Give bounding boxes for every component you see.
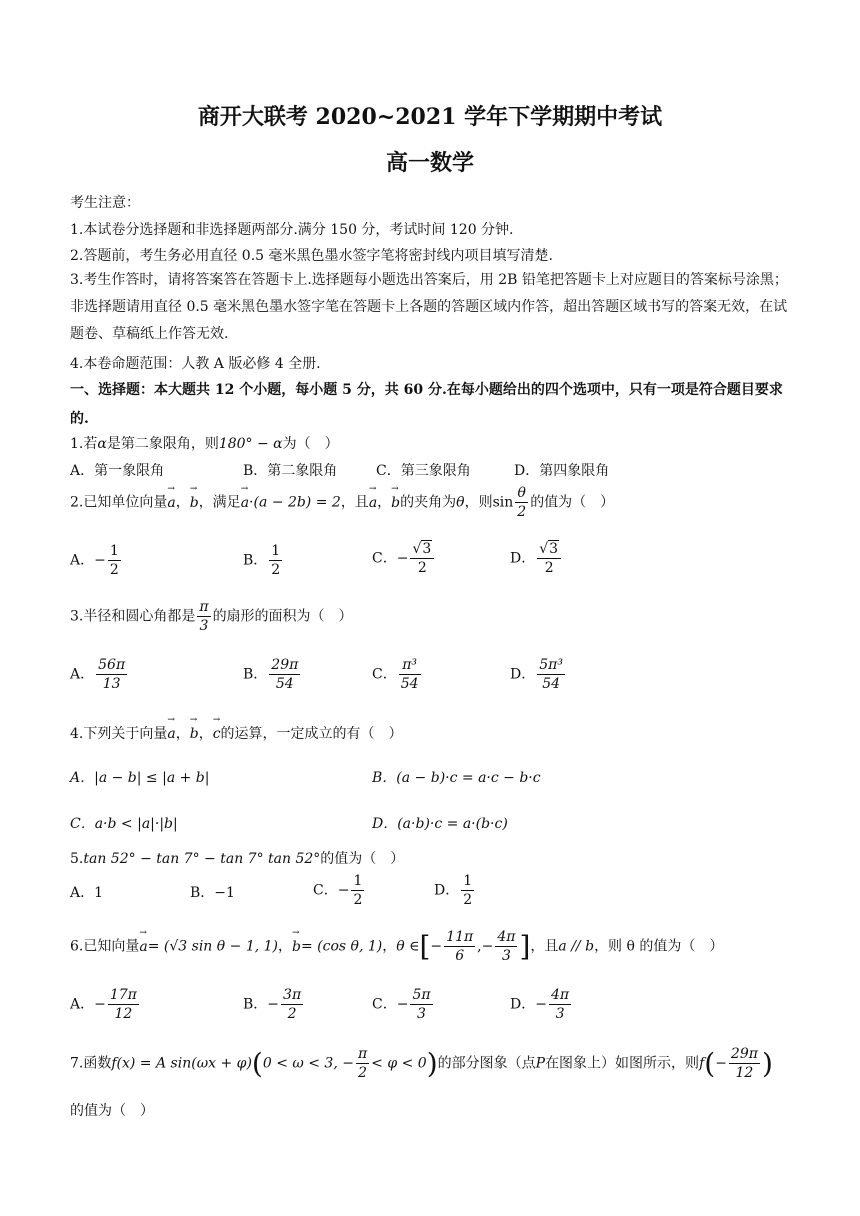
notice-heading: 考生注意： [70,195,140,211]
q2-vec-b: → b [190,495,199,511]
q3-option-b: B． $\frac{29\pi}{54}$ [243,657,299,692]
q6-option-d: D．− $\frac{4\pi}{3}$ [510,987,570,1022]
q6-option-c: C．− $\frac{5\pi}{3}$ [372,987,431,1022]
q2-angle: 的夹角为 [400,494,457,511]
q2-eq: (a − 2b) = 2 [253,494,341,511]
q2-vec-a3: → a [369,495,377,511]
q1-expr: 180° − α [218,436,283,452]
q2-fraction: $\frac{\theta}{2}$ [517,485,527,520]
q2-text-a: 2.已知单位向量 [70,494,168,511]
notice-item-4: 4.本卷命题范围：人教 A 版必修 4 全册. [70,356,321,372]
q2-and: ，且 [340,494,369,511]
question-7-end: 的值为（ ） [70,1103,154,1119]
q6-option-b: B．− $\frac{3\pi}{2}$ [243,987,302,1022]
exam-subtitle: 高一数学 [385,150,474,176]
q4-option-d: D．(a·b)·c = a·(b·c) [372,816,508,832]
q2-option-a: A．− $\frac{1}{2}$ [70,543,119,578]
notice-item-2: 2.答题前，考生务必用直径 0.5 毫米黑色墨水签字笔将密封线内项目填写清楚. [70,248,553,264]
q6-option-a: A．− $\frac{17\pi}{12}$ [70,987,137,1022]
q2-end: 的值为（ ） [530,494,615,511]
q3-option-a: A． $\frac{56\pi}{13}$ [70,657,126,692]
q1-option-c: C．第三象限角 [376,463,471,479]
q1-text-c: 为（ ） [282,436,339,452]
q3-option-c: C． $\frac{\text{π³}}{54}$ [372,657,419,692]
question-2-stem: 2.已知单位向量→ a，→ b，满足→ a·(a − 2b) = 2，且→ a，→ b的夹角为θ，则sin $\frac{\theta}{2}$ 的值为（ ） [70,484,614,521]
exam-title: 商开大联考 2020~2021 学年下学期期中考试 [197,104,663,130]
q3-option-d: D． $\frac{\text{5π³}}{54}$ [510,657,563,692]
notice-item-1: 1.本试卷分选择题和非选择题两部分.满分 150 分，考试时间 120 分钟. [70,222,514,238]
q2-vec-a2: → a [241,495,249,511]
notice-item-3: 3.考生作答时，请将答案答在答题卡上.选择题每小题选出答案后，用 2B 铅笔把答题卡上对应题目的答案标号涂黑；非选择题请用直径 0.5 毫米黑色墨水签字笔在答题卡上各题的答题区域内作答，超出答题区域书写的答案无效，在试题卷、草稿纸上作答无效. [70,272,788,342]
question-4-stem: 4.下列关于向量→ a，→ b，→ c的运算，一定成立的有（ ） [70,723,403,743]
question-5-stem: 5.tan 52° − tan 7° − tan 7° tan 52°的值为（ ） [70,851,405,867]
q2-option-c: C．− $\frac{√3}{2}$ [372,540,436,577]
question-3-stem: 3.半径和圆心角都是 $\frac{\pi}{3}$ 的扇形的面积为（ ） [70,599,353,634]
section-heading: 一、选择题：本大题共 12 个小题，每小题 5 分，共 60 分.在每小题给出的四个选项中，只有一项是符合题目要求的. [70,382,783,427]
q5-option-b: B．−1 [190,885,235,901]
question-1-stem [70,433,339,453]
q1-option-a: A．第一象限角 [70,463,165,479]
q2-comma: ， [175,494,190,511]
q2-sin: sin [492,494,514,511]
q2-option-b: B． $\frac{1}{2}$ [243,543,281,578]
q3-fraction: $\frac{\pi}{3}$ [199,599,209,634]
q5-option-a: A．1 [70,885,104,901]
q2-then: ，则 [464,494,493,511]
q5-option-c: C．− $\frac{1}{2}$ [313,873,363,908]
q4-option-c: C．a·b < |a|·|b| [70,816,178,832]
q1-alpha: α [97,436,107,452]
q2-theta: θ [456,494,465,511]
q1-option-d: D．第四象限角 [514,463,610,479]
question-6-stem: 6.已知向量→ a= (√3 sin θ − 1, 1)，→ b= (cos θ, 1)，θ ∈[− $\frac{11\pi}{6}$ ,− $\frac{4\pi}{3}$ ]，且a // b，则 θ 的值为（ ） [70,928,723,965]
q2-vec-a: → a [167,495,175,511]
q4-option-b: B．(a − b)·c = a·c − b·c [372,770,541,786]
q1-text-b: 是第二象限角，则 [106,436,219,452]
q1-text-a: 1.若 [70,436,98,452]
q2-comma2: ， [377,494,392,511]
q5-option-d: D． $\frac{1}{2}$ [434,873,473,908]
q4-option-a: A．|a − b| ≤ |a + b| [70,770,210,786]
q2-satisfy: ，满足 [198,494,241,511]
q2-option-d: D． $\frac{√3}{2}$ [510,540,563,577]
q1-option-b: B．第二象限角 [243,463,338,479]
q2-vec-b2: → b [391,495,400,511]
question-7-stem: 7.函数f(x) = A sin(ωx + φ)(0 < ω < 3, − $\frac{\pi}{2}$ < φ < 0)的部分图象（点P在图象上）如图所示，则f(− $\frac{29\pi}{12}$ ) [70,1046,773,1081]
